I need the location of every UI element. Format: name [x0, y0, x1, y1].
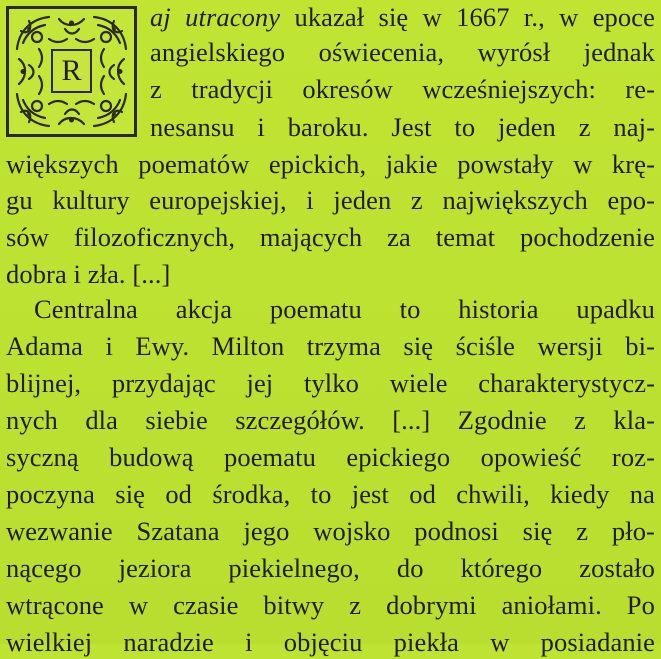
text-line: nesansu i baroku. Jest to jeden z naj- — [150, 112, 655, 142]
text-line: angielskiego oświecenia, wyrósł jednak — [150, 37, 655, 67]
initial-letter: R — [51, 49, 92, 93]
text-line: dobra i zła. [...] — [6, 259, 171, 289]
italic-title: aj utracony — [150, 2, 281, 32]
text-line — [150, 0, 655, 34]
text-line: wtrącone w czasie bitwy z dobrymi aniołami. Po — [6, 590, 655, 620]
text-span: ukazał się w 1667 r., w epoce — [280, 2, 655, 32]
text-line: Adama i Ewy. Milton trzyma się ściśle wersji bi- — [6, 331, 655, 361]
text-line: wielkiej naradzie i objęciu piekła w posiadanie — [6, 627, 655, 657]
text-line: syczną budową poematu epickiego opowieść roz- — [6, 442, 655, 472]
ornamental-initial — [6, 6, 137, 137]
text-line: nącego jeziora piekielnego, do którego zostało — [6, 553, 655, 583]
text-line: blijnej, przydając jej tylko wiele charakterystycz- — [6, 368, 655, 398]
text-line: gu kultury europejskiej, i jeden z największych epo- — [6, 185, 655, 215]
text-line: poczyna się od środka, to jest od chwili, kiedy na — [6, 479, 655, 509]
text-line: Centralna akcja poematu to historia upadku — [34, 294, 655, 324]
text-line: z tradycji okresów wcześniejszych: re- — [150, 74, 655, 104]
text-line: sów filozoficznych, mających za temat pochodzenie — [6, 222, 655, 252]
text-line: wezwanie Szatana jego wojsko podnosi się z pło- — [6, 516, 655, 546]
text-line: większych poematów epickich, jakie powstały w krę- — [6, 149, 655, 179]
text-line: nych dla siebie szczegółów. [...] Zgodnie z kla- — [6, 405, 655, 435]
